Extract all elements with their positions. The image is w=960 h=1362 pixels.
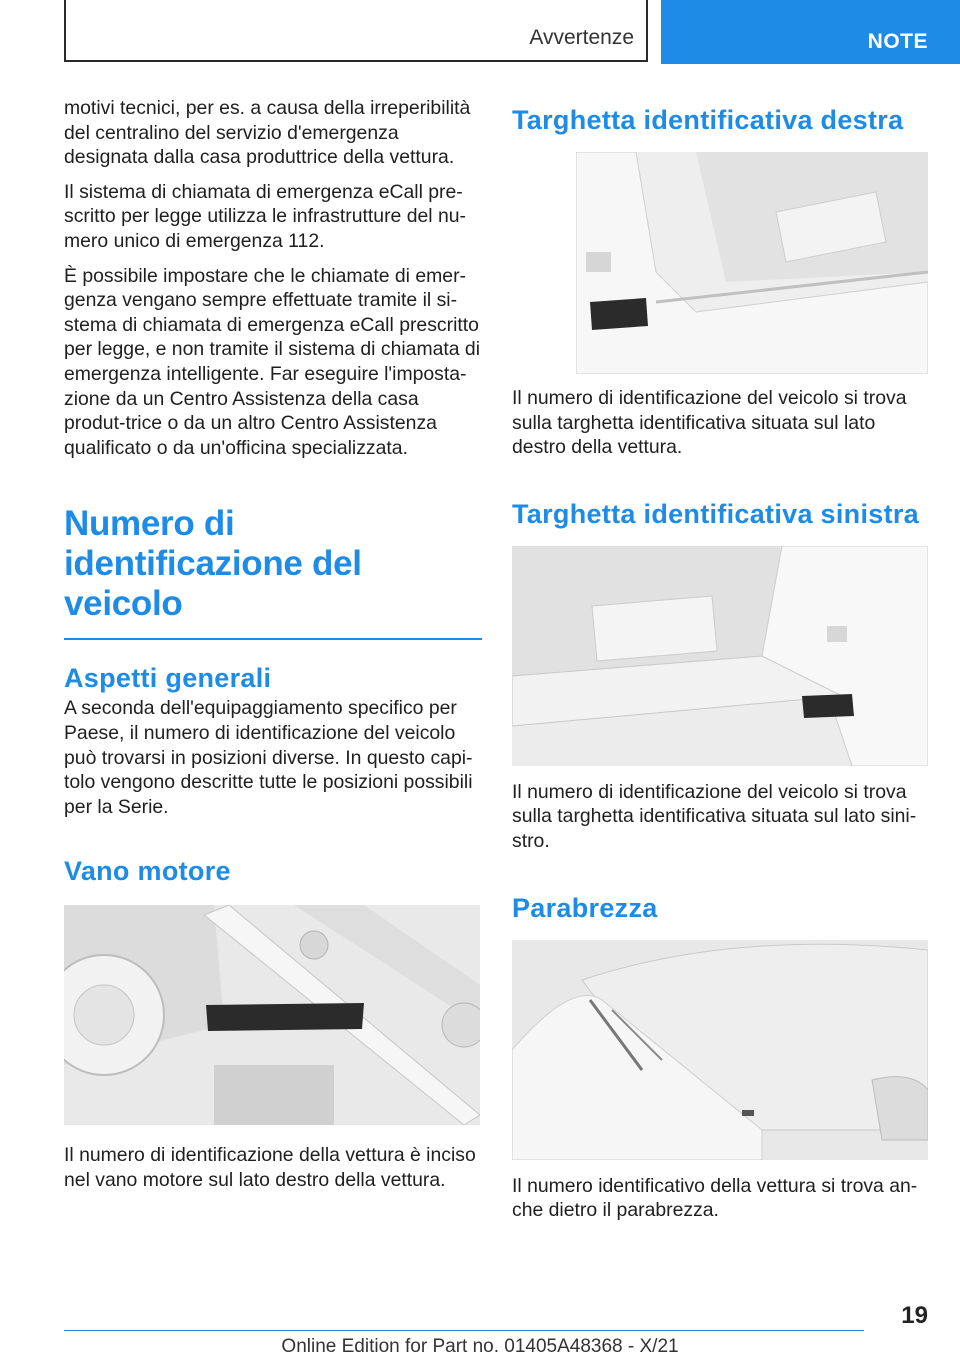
main-heading: Numero di identificazione del veicolo xyxy=(64,504,362,624)
header-section-box xyxy=(64,0,648,62)
right-plate-heading: Targhetta identificativa destra xyxy=(512,105,904,135)
right-door-sill-illustration xyxy=(576,152,928,374)
windshield-caption: Il numero identificativo della vettura si trova an-che dietro il parabrezza. xyxy=(512,1174,918,1222)
intro-paragraph-3: È possibile impostare che le chiamate di emer-genza vengano sempre effettuate tramite il si-stema di chiamata di emergenza eCall prescritto per legge, e non tramite il sistema di chiamata di emergenza intelligente. Far eseguire l'imposta-zione da un Centro Assistenza della casa produt-trice o da un altro Centro Assistenza qualificato o da un'officina specializzata. xyxy=(64,264,481,459)
engine-bay-illustration xyxy=(64,905,480,1125)
general-text: A seconda dell'equipaggiamento specifico per Paese, il numero di identificazione del veicolo può trovarsi in posizioni diverse. In questo capi-tolo vengono descritte tutte le posizioni possibili per la Serie. xyxy=(64,697,473,818)
left-column xyxy=(64,96,482,1202)
left-plate-caption: Il numero di identificazione del veicolo si trova sulla targhetta identificativa situata sul lato sini-stro. xyxy=(512,780,917,852)
windshield-heading: Parabrezza xyxy=(512,892,658,923)
windshield-image xyxy=(512,940,928,1160)
engine-caption: Il numero di identificazione della vettura è inciso nel vano motore sul lato destro della vettura. xyxy=(64,1144,476,1191)
intro-paragraph-1: motivi tecnici, per es. a causa della irreperibilità del centralino del servizio d'emergenza designata dalla casa produttrice della vettura. xyxy=(64,97,471,169)
right-plate-caption: Il numero di identificazione del veicolo si trova sulla targhetta identificativa situata sul lato destro della vettura. xyxy=(512,387,907,459)
left-plate-heading: Targhetta identificativa sinistra xyxy=(512,498,920,529)
header-section-label: Avvertenze xyxy=(529,26,634,49)
footer-rule xyxy=(64,1330,864,1331)
engine-bay-image xyxy=(64,905,480,1125)
right-column xyxy=(512,104,930,1233)
intro-paragraph-2: Il sistema di chiamata di emergenza eCall pre-scritto per legge utilizza le infrastrutture del nu-mero unico di emergenza 112. xyxy=(64,180,467,252)
footer-edition: Online Edition for Part no. 01405A48368 - X/21 xyxy=(281,1336,679,1357)
header-tab-label: NOTE xyxy=(867,30,928,53)
general-heading: Aspetti generali xyxy=(64,663,272,694)
left-door-sill-illustration xyxy=(512,546,928,766)
left-plate-image xyxy=(512,546,928,766)
page-number: 19 xyxy=(901,1302,928,1329)
engine-heading: Vano motore xyxy=(64,856,231,887)
right-plate-image xyxy=(576,152,928,374)
header-tab-note[interactable] xyxy=(661,0,960,64)
windshield-illustration xyxy=(512,940,928,1160)
